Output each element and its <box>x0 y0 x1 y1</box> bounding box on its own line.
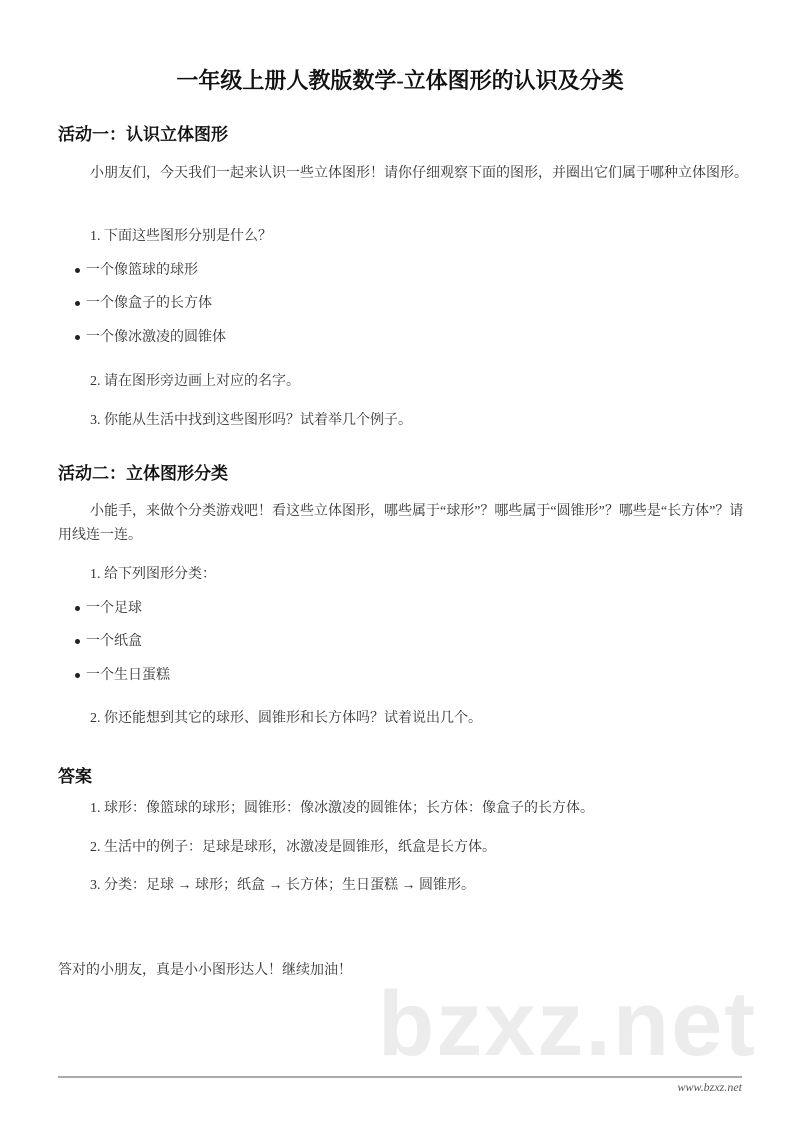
footer-divider <box>58 1076 742 1078</box>
closing-text: 答对的小朋友，真是小小图形达人！继续加油！ <box>58 963 352 978</box>
activity1-intro: 小朋友们，今天我们一起来认识一些立体图形！请你仔细观察下面的图形，并圈出它们属于哪种立体图形。 <box>90 166 748 181</box>
activity2-heading: 活动二：立体图形分类 <box>58 464 228 483</box>
activity1-question-1: 1. 下面这些图形分别是什么？ <box>90 229 272 244</box>
activity2-question-2: 2. 你还能想到其它的球形、圆锥形和长方体吗？试着说出几个。 <box>90 711 482 726</box>
answer-item: 2. 生活中的例子：足球是球形，冰激凌是圆锥形，纸盒是长方体。 <box>90 840 496 855</box>
activity2-question-1: 1. 给下列图形分类： <box>90 567 216 582</box>
list-item: 一个像篮球的球形 <box>75 261 198 281</box>
list-item: 一个像盒子的长方体 <box>75 294 212 314</box>
answer-item: 3. 分类：足球 → 球形；纸盒 → 长方体；生日蛋糕 → 圆锥形。 <box>90 878 475 893</box>
footer-url: www.bzxz.net <box>677 1080 742 1094</box>
activity2-intro: 小能手，来做个分类游戏吧！看这些立体图形，哪些属于“球形”？哪些属于“圆锥形”？哪些是“长方体”？请用线连一连。 <box>58 504 744 543</box>
list-item: 一个纸盒 <box>75 632 142 652</box>
activity1-heading: 活动一：认识立体图形 <box>58 125 228 144</box>
list-item: 一个像冰激凌的圆锥体 <box>75 328 226 348</box>
activity1-question-3: 3. 你能从生活中找到这些图形吗？试着举几个例子。 <box>90 413 412 428</box>
answers-heading: 答案 <box>58 767 92 786</box>
page-title: 一年级上册人教版数学-立体图形的认识及分类 <box>176 68 624 93</box>
answer-item: 1. 球形：像篮球的球形；圆锥形：像冰激凌的圆锥体；长方体：像盒子的长方体。 <box>90 801 594 816</box>
activity1-question-2: 2. 请在图形旁边画上对应的名字。 <box>90 374 300 389</box>
list-item: 一个足球 <box>75 599 142 619</box>
watermark: bzxz.net <box>378 973 757 1075</box>
list-item: 一个生日蛋糕 <box>75 666 170 686</box>
